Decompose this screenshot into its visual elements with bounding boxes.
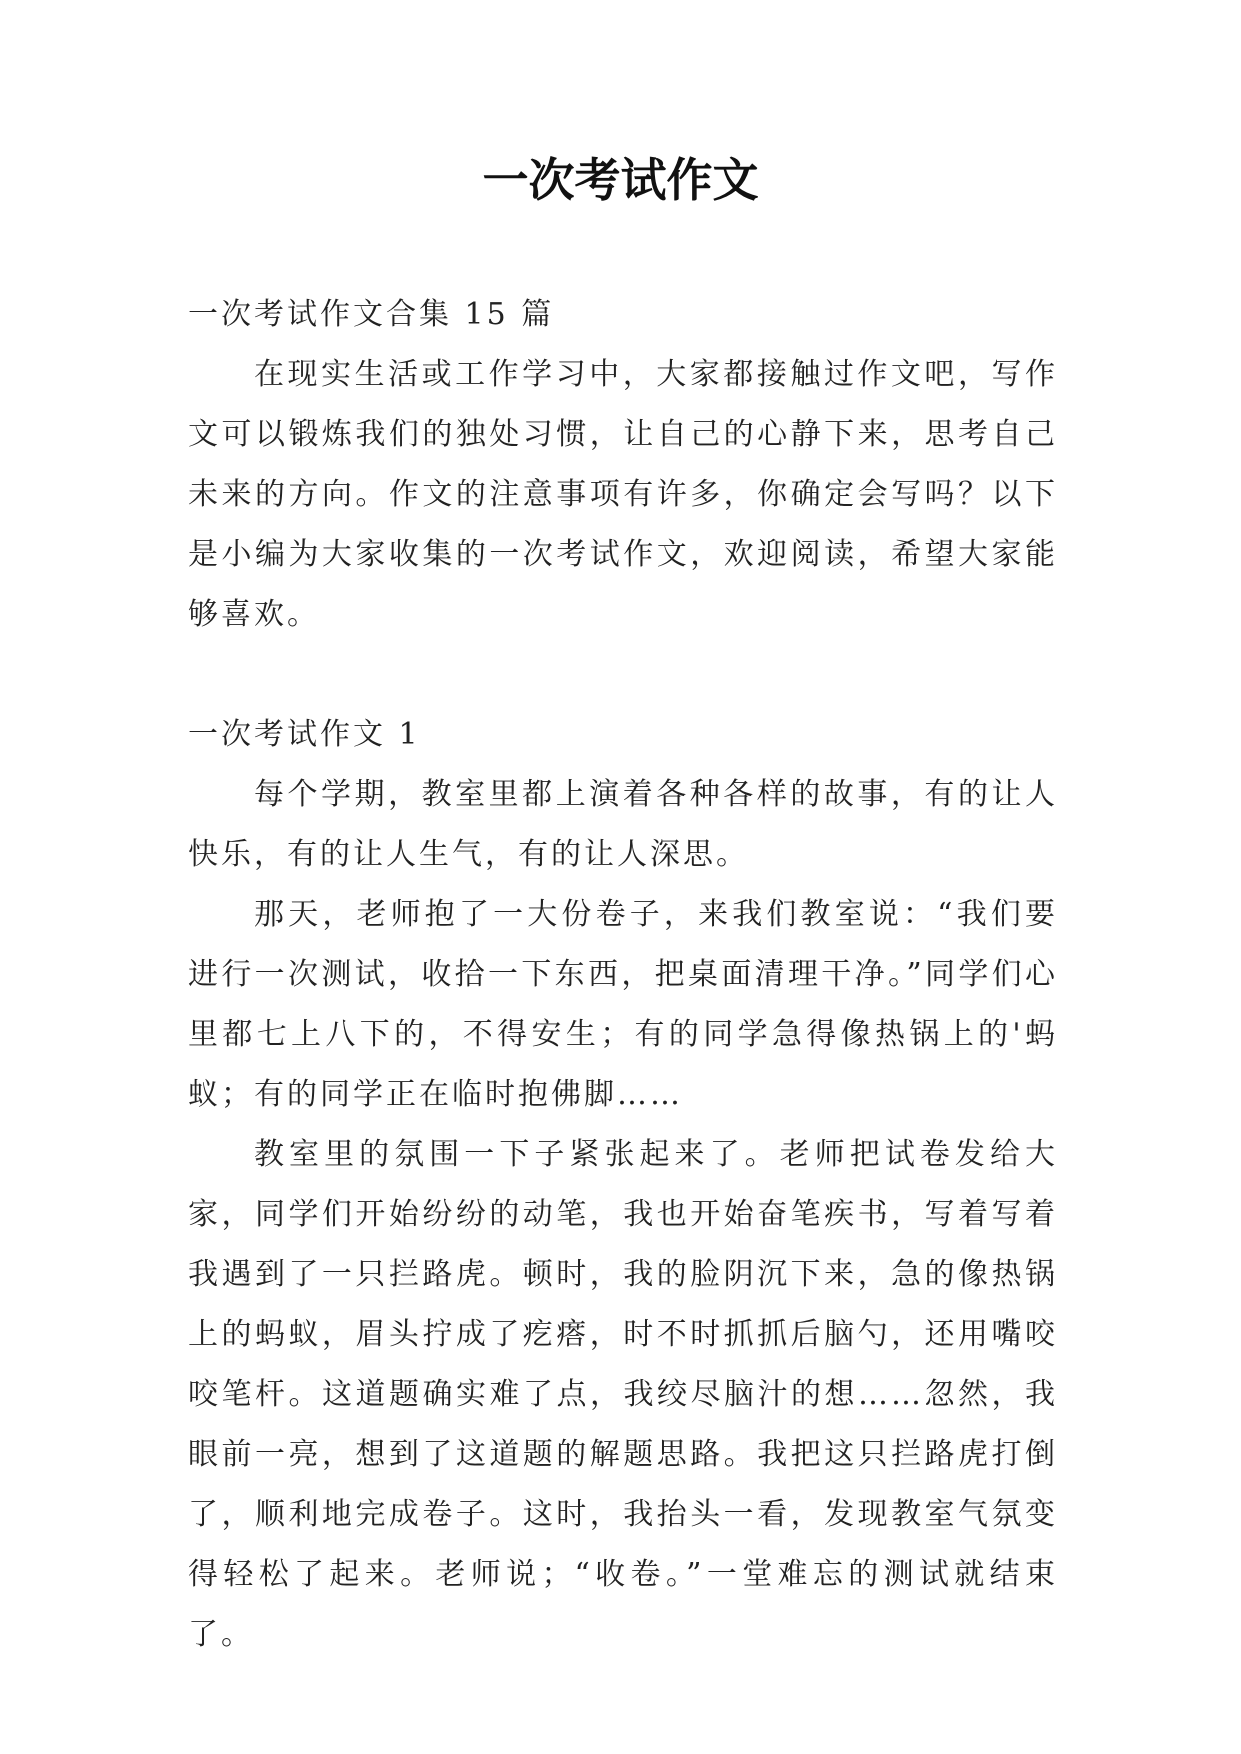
intro-paragraph: 在现实生活或工作学习中，大家都接触过作文吧，写作文可以锻炼我们的独处习惯，让自己的心静下来，思考自己未来的方向。作文的注意事项有许多，你确定会写吗？以下是小编为大家收集的一次考试作文，欢迎阅读，希望大家能够喜欢。 [188, 357, 1058, 632]
section-paragraph: 教室里的氛围一下子紧张起来了。老师把试卷发给大家，同学们开始纷纷的动笔，我也开始奋笔疾书，写着写着我遇到了一只拦路虎。顿时，我的脸阴沉下来，急的像热锅上的蚂蚁，眉头拧成了疙瘩，时不时抓抓后脑勺，还用嘴咬咬笔杆。这道题确实难了点，我绞尽脑汁的想……忽然，我眼前一亮，想到了这道题的解题思路。我把这只拦路虎打倒了，顺利地完成卷子。这时，我抬头一看，发现教室气氛变得轻松了起来。老师说；“收卷。”一堂难忘的测试就结束了。 [188, 1137, 1058, 1652]
section-heading: 一次考试作文 1 [188, 717, 421, 752]
collection-subtitle: 一次考试作文合集 15 篇 [188, 297, 555, 332]
section-paragraph: 每个学期，教室里都上演着各种各样的故事，有的让人快乐，有的让人生气，有的让人深思。 [188, 777, 1058, 872]
section-paragraph: 那天，老师抱了一大份卷子，来我们教室说：“我们要进行一次测试，收拾一下东西，把桌面清理干净。”同学们心里都七上八下的，不得安生；有的同学急得像热锅上的'蚂蚁；有的同学正在临时抱佛脚…… [188, 897, 1058, 1112]
document-title: 一次考试作文 [482, 153, 759, 207]
section-gap [188, 645, 1058, 705]
document-body [188, 285, 1058, 1665]
